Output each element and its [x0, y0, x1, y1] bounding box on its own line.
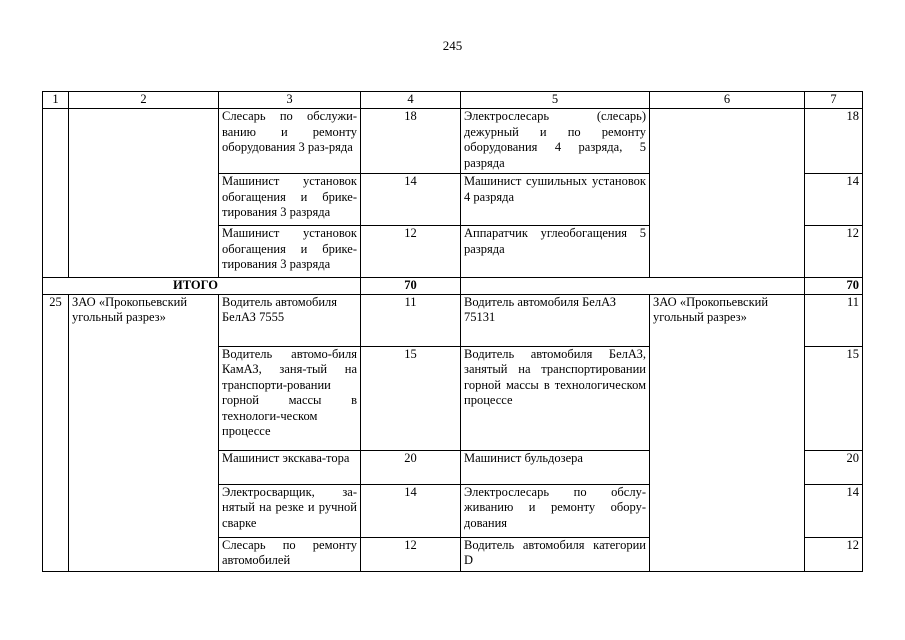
partner-profession-cell: Водитель автомобиля категории D — [461, 537, 650, 571]
partner-organization-cell: ЗАО «Прокопьевский угольный разрез» — [650, 294, 805, 571]
staffing-table — [42, 91, 863, 572]
partner-organization-cell-empty — [650, 109, 805, 278]
partner-count-cell: 12 — [805, 537, 863, 571]
partner-profession-cell: Электрослесарь по обслу-живанию и ремонту обору-дования — [461, 484, 650, 537]
entry-number: 25 — [43, 294, 69, 571]
profession-cell: Слесарь по ремонту автомобилей — [219, 537, 361, 571]
count-cell: 12 — [361, 226, 461, 278]
profession-cell: Машинист установок обогащения и брике-тирования 3 разряда — [219, 226, 361, 278]
table-row — [43, 109, 863, 174]
partner-profession-cell: Водитель автомобиля БелАЗ, занятый на транспортировании горной массы в технологическом процессе — [461, 346, 650, 450]
total-partner-count: 70 — [805, 278, 863, 295]
profession-cell: Машинист установок обогащения и брике-тирования 3 разряда — [219, 174, 361, 226]
header-cell: 7 — [805, 92, 863, 109]
header-cell: 2 — [69, 92, 219, 109]
partner-count-cell: 14 — [805, 484, 863, 537]
header-cell: 1 — [43, 92, 69, 109]
count-cell: 11 — [361, 294, 461, 346]
partner-count-cell: 15 — [805, 346, 863, 450]
total-empty — [461, 278, 805, 295]
table-row — [43, 294, 863, 346]
organization-cell: ЗАО «Прокопьевский угольный разрез» — [69, 294, 219, 571]
partner-count-cell: 11 — [805, 294, 863, 346]
partner-count-cell: 14 — [805, 174, 863, 226]
partner-profession-cell: Электрослесарь (слесарь) дежурный и по ремонту оборудования 4 разряда, 5 разряда — [461, 109, 650, 174]
count-cell: 14 — [361, 484, 461, 537]
number-cell-empty — [43, 109, 69, 278]
profession-cell: Водитель автомобиля БелАЗ 7555 — [219, 294, 361, 346]
count-cell: 18 — [361, 109, 461, 174]
partner-profession-cell: Аппаратчик углеобогащения 5 разряда — [461, 226, 650, 278]
header-row — [43, 92, 863, 109]
header-cell: 4 — [361, 92, 461, 109]
profession-cell: Электросварщик, за-нятый на резке и ручной сварке — [219, 484, 361, 537]
total-count: 70 — [361, 278, 461, 295]
header-cell: 6 — [650, 92, 805, 109]
count-cell: 20 — [361, 450, 461, 484]
partner-profession-cell: Водитель автомобиля БелАЗ 75131 — [461, 294, 650, 346]
count-cell: 12 — [361, 537, 461, 571]
count-cell: 15 — [361, 346, 461, 450]
partner-count-cell: 18 — [805, 109, 863, 174]
header-cell: 3 — [219, 92, 361, 109]
partner-count-cell: 12 — [805, 226, 863, 278]
header-cell: 5 — [461, 92, 650, 109]
partner-count-cell: 20 — [805, 450, 863, 484]
profession-cell: Слесарь по обслужи-ванию и ремонту оборудования 3 раз-ряда — [219, 109, 361, 174]
profession-cell: Водитель автомо-биля КамАЗ, заня-тый на транспорти-ровании горной массы в технологи-ческом процессе — [219, 346, 361, 450]
total-row — [43, 278, 863, 295]
organization-cell-empty — [69, 109, 219, 278]
count-cell: 14 — [361, 174, 461, 226]
partner-profession-cell: Машинист сушильных установок 4 разряда — [461, 174, 650, 226]
profession-cell: Машинист экскава-тора — [219, 450, 361, 484]
partner-profession-cell: Машинист бульдозера — [461, 450, 650, 484]
page-number: 245 — [442, 38, 463, 53]
total-label: ИТОГО — [43, 278, 361, 295]
